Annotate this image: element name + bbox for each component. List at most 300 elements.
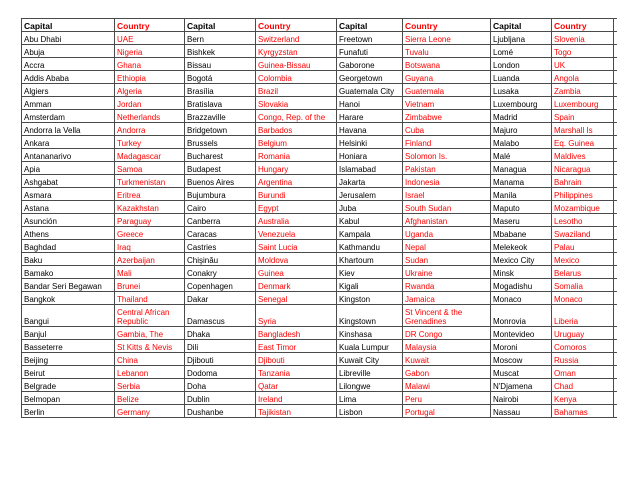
capitals-spreadsheet bbox=[21, 18, 617, 418]
country-cell: Belize bbox=[115, 392, 185, 405]
table-row bbox=[22, 353, 617, 366]
country-cell: Pakistan bbox=[403, 162, 491, 175]
next-column-stub bbox=[614, 123, 617, 136]
country-cell: Moldova bbox=[256, 253, 337, 266]
capital-cell: Kampala bbox=[337, 227, 403, 240]
next-column-stub bbox=[614, 84, 617, 97]
country-cell: Kyrgyzstan bbox=[256, 45, 337, 58]
next-column-stub bbox=[614, 188, 617, 201]
country-cell: Finland bbox=[403, 136, 491, 149]
country-cell: Madagascar bbox=[115, 149, 185, 162]
table-row bbox=[22, 327, 617, 340]
next-column-stub bbox=[614, 305, 617, 327]
country-cell: Uganda bbox=[403, 227, 491, 240]
capital-cell: Muscat bbox=[491, 366, 552, 379]
next-column-stub bbox=[614, 214, 617, 227]
capital-cell: Ashgabat bbox=[22, 175, 115, 188]
capital-cell: Amman bbox=[22, 97, 115, 110]
country-cell: Mozambique bbox=[552, 201, 614, 214]
country-cell: Mali bbox=[115, 266, 185, 279]
capital-cell: Algiers bbox=[22, 84, 115, 97]
country-cell: St Kitts & Nevis bbox=[115, 340, 185, 353]
country-cell: Germany bbox=[115, 405, 185, 418]
capital-cell: Luanda bbox=[491, 71, 552, 84]
capital-cell: Bucharest bbox=[185, 149, 256, 162]
capital-cell: Amsterdam bbox=[22, 110, 115, 123]
country-cell: Ethiopia bbox=[115, 71, 185, 84]
header-capital-2: Capital bbox=[185, 19, 256, 32]
country-cell: Qatar bbox=[256, 379, 337, 392]
capital-cell: Ljubljana bbox=[491, 32, 552, 45]
capital-cell: Bishkek bbox=[185, 45, 256, 58]
country-cell: Serbia bbox=[115, 379, 185, 392]
country-cell: Syria bbox=[256, 305, 337, 327]
country-cell: Portugal bbox=[403, 405, 491, 418]
capital-cell: Honiara bbox=[337, 149, 403, 162]
header-capital-1: Capital bbox=[22, 19, 115, 32]
capital-cell: Madrid bbox=[491, 110, 552, 123]
capital-cell: Kuala Lumpur bbox=[337, 340, 403, 353]
capital-cell: Bujumbura bbox=[185, 188, 256, 201]
next-column-stub bbox=[614, 240, 617, 253]
country-cell: Thailand bbox=[115, 292, 185, 305]
country-cell: Jordan bbox=[115, 97, 185, 110]
table-row bbox=[22, 240, 617, 253]
next-column-stub bbox=[614, 253, 617, 266]
country-cell: Maldives bbox=[552, 149, 614, 162]
header-country-3: Country bbox=[403, 19, 491, 32]
country-cell: Angola bbox=[552, 71, 614, 84]
capital-cell: Bissau bbox=[185, 58, 256, 71]
capital-cell: Baku bbox=[22, 253, 115, 266]
capital-cell: Abu Dhabi bbox=[22, 32, 115, 45]
country-cell: Algeria bbox=[115, 84, 185, 97]
capital-cell: Budapest bbox=[185, 162, 256, 175]
table-row bbox=[22, 45, 617, 58]
country-cell: Nepal bbox=[403, 240, 491, 253]
country-cell: Colombia bbox=[256, 71, 337, 84]
next-column-stub bbox=[614, 366, 617, 379]
country-cell: Spain bbox=[552, 110, 614, 123]
country-cell: Ukraine bbox=[403, 266, 491, 279]
country-cell: Uruguay bbox=[552, 327, 614, 340]
next-column-stub bbox=[614, 32, 617, 45]
capital-cell: Montevideo bbox=[491, 327, 552, 340]
country-cell: Andorra bbox=[115, 123, 185, 136]
country-cell: Djibouti bbox=[256, 353, 337, 366]
capital-cell: Nassau bbox=[491, 405, 552, 418]
capital-cell: Luxembourg bbox=[491, 97, 552, 110]
country-cell: Switzerland bbox=[256, 32, 337, 45]
capital-cell: Doha bbox=[185, 379, 256, 392]
country-cell: Senegal bbox=[256, 292, 337, 305]
country-cell: Israel bbox=[403, 188, 491, 201]
capital-cell: Kingston bbox=[337, 292, 403, 305]
next-column-stub bbox=[614, 266, 617, 279]
capital-cell: Jakarta bbox=[337, 175, 403, 188]
country-cell: Malawi bbox=[403, 379, 491, 392]
capital-cell: Beijing bbox=[22, 353, 115, 366]
capital-cell: Melekeok bbox=[491, 240, 552, 253]
table-row bbox=[22, 110, 617, 123]
country-cell: Turkmenistan bbox=[115, 175, 185, 188]
capital-cell: Apia bbox=[22, 162, 115, 175]
header-row bbox=[22, 19, 617, 32]
country-cell: Kuwait bbox=[403, 353, 491, 366]
country-cell: Bangladesh bbox=[256, 327, 337, 340]
capital-cell: Asunción bbox=[22, 214, 115, 227]
country-cell: Zambia bbox=[552, 84, 614, 97]
capital-cell: Canberra bbox=[185, 214, 256, 227]
table-row bbox=[22, 58, 617, 71]
capital-cell: Mexico City bbox=[491, 253, 552, 266]
capital-cell: Bangkok bbox=[22, 292, 115, 305]
country-cell: South Sudan bbox=[403, 201, 491, 214]
country-cell: Gabon bbox=[403, 366, 491, 379]
table-row bbox=[22, 340, 617, 353]
country-cell: Guinea-Bissau bbox=[256, 58, 337, 71]
next-column-stub bbox=[614, 19, 617, 32]
capital-cell: Khartoum bbox=[337, 253, 403, 266]
country-cell: Sierra Leone bbox=[403, 32, 491, 45]
table-row bbox=[22, 227, 617, 240]
table-row bbox=[22, 123, 617, 136]
capital-cell: N'Djamena bbox=[491, 379, 552, 392]
table-row bbox=[22, 366, 617, 379]
table-row bbox=[22, 136, 617, 149]
capital-cell: Kathmandu bbox=[337, 240, 403, 253]
capital-cell: Kigali bbox=[337, 279, 403, 292]
country-cell: Belgium bbox=[256, 136, 337, 149]
header-country-1: Country bbox=[115, 19, 185, 32]
country-cell: Kazakhstan bbox=[115, 201, 185, 214]
table-row bbox=[22, 392, 617, 405]
capital-cell: Kiev bbox=[337, 266, 403, 279]
table-row bbox=[22, 379, 617, 392]
table-row bbox=[22, 279, 617, 292]
country-cell: UAE bbox=[115, 32, 185, 45]
capital-cell: Dushanbe bbox=[185, 405, 256, 418]
country-cell: Chad bbox=[552, 379, 614, 392]
country-cell: Eq. Guinea bbox=[552, 136, 614, 149]
capital-cell: Managua bbox=[491, 162, 552, 175]
header-capital-3: Capital bbox=[337, 19, 403, 32]
table-row bbox=[22, 149, 617, 162]
capital-cell: Maseru bbox=[491, 214, 552, 227]
country-cell: Eritrea bbox=[115, 188, 185, 201]
capital-cell: Juba bbox=[337, 201, 403, 214]
country-cell: Marshall Is bbox=[552, 123, 614, 136]
capital-cell: Djibouti bbox=[185, 353, 256, 366]
country-cell: Lesotho bbox=[552, 214, 614, 227]
capital-cell: Dodoma bbox=[185, 366, 256, 379]
country-cell: Greece bbox=[115, 227, 185, 240]
capital-cell: Jerusalem bbox=[337, 188, 403, 201]
capital-cell: Havana bbox=[337, 123, 403, 136]
country-cell: Jamaica bbox=[403, 292, 491, 305]
capital-cell: Manila bbox=[491, 188, 552, 201]
capital-cell: Lomé bbox=[491, 45, 552, 58]
capital-cell: Monaco bbox=[491, 292, 552, 305]
capital-cell: Belmopan bbox=[22, 392, 115, 405]
capital-cell: Dhaka bbox=[185, 327, 256, 340]
table-row bbox=[22, 292, 617, 305]
country-cell: Palau bbox=[552, 240, 614, 253]
country-cell: Slovakia bbox=[256, 97, 337, 110]
capital-cell: Bandar Seri Begawan bbox=[22, 279, 115, 292]
country-cell: Samoa bbox=[115, 162, 185, 175]
country-cell: Sudan bbox=[403, 253, 491, 266]
country-cell: Ireland bbox=[256, 392, 337, 405]
country-cell: Mexico bbox=[552, 253, 614, 266]
country-cell: Cuba bbox=[403, 123, 491, 136]
next-column-stub bbox=[614, 175, 617, 188]
capital-cell: Castries bbox=[185, 240, 256, 253]
country-cell: St Vincent & the Grenadines bbox=[403, 305, 491, 327]
next-column-stub bbox=[614, 58, 617, 71]
country-cell: Togo bbox=[552, 45, 614, 58]
capital-cell: Maputo bbox=[491, 201, 552, 214]
country-cell: Burundi bbox=[256, 188, 337, 201]
next-column-stub bbox=[614, 405, 617, 418]
capital-cell: Antananarivo bbox=[22, 149, 115, 162]
capital-cell: Lilongwe bbox=[337, 379, 403, 392]
capital-cell: Lisbon bbox=[337, 405, 403, 418]
country-cell: Venezuela bbox=[256, 227, 337, 240]
capital-cell: Brussels bbox=[185, 136, 256, 149]
country-cell: Solomon Is. bbox=[403, 149, 491, 162]
country-cell: Rwanda bbox=[403, 279, 491, 292]
capital-cell: Copenhagen bbox=[185, 279, 256, 292]
country-cell: Saint Lucia bbox=[256, 240, 337, 253]
capital-cell: Brazzaville bbox=[185, 110, 256, 123]
next-column-stub bbox=[614, 227, 617, 240]
table-row bbox=[22, 305, 617, 327]
capital-cell: Brasília bbox=[185, 84, 256, 97]
country-cell: Lebanon bbox=[115, 366, 185, 379]
next-column-stub bbox=[614, 353, 617, 366]
country-cell: Zimbabwe bbox=[403, 110, 491, 123]
capital-cell: Addis Ababa bbox=[22, 71, 115, 84]
capital-cell: Helsinki bbox=[337, 136, 403, 149]
capital-cell: Monrovia bbox=[491, 305, 552, 327]
table-row bbox=[22, 162, 617, 175]
capital-cell: Georgetown bbox=[337, 71, 403, 84]
capitals-table bbox=[21, 18, 617, 418]
capital-cell: Damascus bbox=[185, 305, 256, 327]
capital-cell: Bern bbox=[185, 32, 256, 45]
capital-cell: Moroni bbox=[491, 340, 552, 353]
capital-cell: Islamabad bbox=[337, 162, 403, 175]
capital-cell: Berlin bbox=[22, 405, 115, 418]
country-cell: Tuvalu bbox=[403, 45, 491, 58]
country-cell: Monaco bbox=[552, 292, 614, 305]
country-cell: Australia bbox=[256, 214, 337, 227]
country-cell: Peru bbox=[403, 392, 491, 405]
country-cell: Afghanistan bbox=[403, 214, 491, 227]
capital-cell: Athens bbox=[22, 227, 115, 240]
country-cell: Tanzania bbox=[256, 366, 337, 379]
country-cell: Vietnam bbox=[403, 97, 491, 110]
next-column-stub bbox=[614, 149, 617, 162]
capital-cell: Gaborone bbox=[337, 58, 403, 71]
country-cell: Romania bbox=[256, 149, 337, 162]
country-cell: Guinea bbox=[256, 266, 337, 279]
table-row bbox=[22, 188, 617, 201]
capital-cell: Bamako bbox=[22, 266, 115, 279]
capital-cell: Banjul bbox=[22, 327, 115, 340]
country-cell: Slovenia bbox=[552, 32, 614, 45]
country-cell: Argentina bbox=[256, 175, 337, 188]
country-cell: Nicaragua bbox=[552, 162, 614, 175]
capital-cell: Dakar bbox=[185, 292, 256, 305]
country-cell: Guatemala bbox=[403, 84, 491, 97]
capital-cell: Freetown bbox=[337, 32, 403, 45]
capital-cell: Dili bbox=[185, 340, 256, 353]
country-cell: China bbox=[115, 353, 185, 366]
country-cell: Turkey bbox=[115, 136, 185, 149]
country-cell: Egypt bbox=[256, 201, 337, 214]
country-cell: Somalia bbox=[552, 279, 614, 292]
next-column-stub bbox=[614, 162, 617, 175]
capital-cell: Lusaka bbox=[491, 84, 552, 97]
capital-cell: Cairo bbox=[185, 201, 256, 214]
capital-cell: Conakry bbox=[185, 266, 256, 279]
country-cell: Nigeria bbox=[115, 45, 185, 58]
capital-cell: London bbox=[491, 58, 552, 71]
capital-cell: Andorra la Vella bbox=[22, 123, 115, 136]
capital-cell: Caracas bbox=[185, 227, 256, 240]
country-cell: Azerbaijan bbox=[115, 253, 185, 266]
next-column-stub bbox=[614, 45, 617, 58]
country-cell: Congo, Rep. of the bbox=[256, 110, 337, 123]
next-column-stub bbox=[614, 379, 617, 392]
table-row bbox=[22, 405, 617, 418]
next-column-stub bbox=[614, 340, 617, 353]
country-cell: Botswana bbox=[403, 58, 491, 71]
next-column-stub bbox=[614, 327, 617, 340]
capital-cell: Accra bbox=[22, 58, 115, 71]
capital-cell: Funafuti bbox=[337, 45, 403, 58]
capital-cell: Manama bbox=[491, 175, 552, 188]
capital-cell: Buenos Aires bbox=[185, 175, 256, 188]
country-cell: Denmark bbox=[256, 279, 337, 292]
capital-cell: Belgrade bbox=[22, 379, 115, 392]
header-country-4: Country bbox=[552, 19, 614, 32]
capital-cell: Basseterre bbox=[22, 340, 115, 353]
next-column-stub bbox=[614, 136, 617, 149]
country-cell: East Timor bbox=[256, 340, 337, 353]
capital-cell: Lima bbox=[337, 392, 403, 405]
capital-cell: Chişinău bbox=[185, 253, 256, 266]
next-column-stub bbox=[614, 201, 617, 214]
country-cell: Barbados bbox=[256, 123, 337, 136]
table-row bbox=[22, 266, 617, 279]
country-cell: Central African Republic bbox=[115, 305, 185, 327]
country-cell: Paraguay bbox=[115, 214, 185, 227]
capital-cell: Nairobi bbox=[491, 392, 552, 405]
table-row bbox=[22, 32, 617, 45]
country-cell: Belarus bbox=[552, 266, 614, 279]
next-column-stub bbox=[614, 71, 617, 84]
country-cell: Bahamas bbox=[552, 405, 614, 418]
table-row bbox=[22, 201, 617, 214]
capital-cell: Baghdad bbox=[22, 240, 115, 253]
table-row bbox=[22, 84, 617, 97]
table-row bbox=[22, 214, 617, 227]
capital-cell: Malé bbox=[491, 149, 552, 162]
country-cell: Brunei bbox=[115, 279, 185, 292]
capital-cell: Ankara bbox=[22, 136, 115, 149]
country-cell: Liberia bbox=[552, 305, 614, 327]
country-cell: Netherlands bbox=[115, 110, 185, 123]
capital-cell: Bratislava bbox=[185, 97, 256, 110]
capital-cell: Kabul bbox=[337, 214, 403, 227]
country-cell: Indonesia bbox=[403, 175, 491, 188]
capital-cell: Kinshasa bbox=[337, 327, 403, 340]
capital-cell: Majuro bbox=[491, 123, 552, 136]
next-column-stub bbox=[614, 279, 617, 292]
header-country-2: Country bbox=[256, 19, 337, 32]
capital-cell: Bridgetown bbox=[185, 123, 256, 136]
country-cell: Iraq bbox=[115, 240, 185, 253]
capital-cell: Beirut bbox=[22, 366, 115, 379]
capital-cell: Dublin bbox=[185, 392, 256, 405]
header-capital-4: Capital bbox=[491, 19, 552, 32]
country-cell: Guyana bbox=[403, 71, 491, 84]
table-row bbox=[22, 71, 617, 84]
country-cell: Philippines bbox=[552, 188, 614, 201]
table-row bbox=[22, 253, 617, 266]
capital-cell: Harare bbox=[337, 110, 403, 123]
capital-cell: Guatemala City bbox=[337, 84, 403, 97]
country-cell: Kenya bbox=[552, 392, 614, 405]
country-cell: Malaysia bbox=[403, 340, 491, 353]
capital-cell: Kuwait City bbox=[337, 353, 403, 366]
capital-cell: Moscow bbox=[491, 353, 552, 366]
country-cell: Comoros bbox=[552, 340, 614, 353]
next-column-stub bbox=[614, 292, 617, 305]
country-cell: Tajikistan bbox=[256, 405, 337, 418]
capital-cell: Mogadishu bbox=[491, 279, 552, 292]
country-cell: Luxembourg bbox=[552, 97, 614, 110]
country-cell: DR Congo bbox=[403, 327, 491, 340]
country-cell: Gambia, The bbox=[115, 327, 185, 340]
country-cell: Oman bbox=[552, 366, 614, 379]
capital-cell: Minsk bbox=[491, 266, 552, 279]
capital-cell: Astana bbox=[22, 201, 115, 214]
country-cell: Swaziland bbox=[552, 227, 614, 240]
capital-cell: Kingstown bbox=[337, 305, 403, 327]
next-column-stub bbox=[614, 97, 617, 110]
table-row bbox=[22, 97, 617, 110]
country-cell: Ghana bbox=[115, 58, 185, 71]
country-cell: UK bbox=[552, 58, 614, 71]
country-cell: Hungary bbox=[256, 162, 337, 175]
country-cell: Russia bbox=[552, 353, 614, 366]
capital-cell: Mbabane bbox=[491, 227, 552, 240]
capital-cell: Asmara bbox=[22, 188, 115, 201]
capital-cell: Libreville bbox=[337, 366, 403, 379]
next-column-stub bbox=[614, 110, 617, 123]
capital-cell: Hanoi bbox=[337, 97, 403, 110]
country-cell: Bahrain bbox=[552, 175, 614, 188]
capital-cell: Abuja bbox=[22, 45, 115, 58]
country-cell: Brazil bbox=[256, 84, 337, 97]
next-column-stub bbox=[614, 392, 617, 405]
capital-cell: Bangui bbox=[22, 305, 115, 327]
table-row bbox=[22, 175, 617, 188]
